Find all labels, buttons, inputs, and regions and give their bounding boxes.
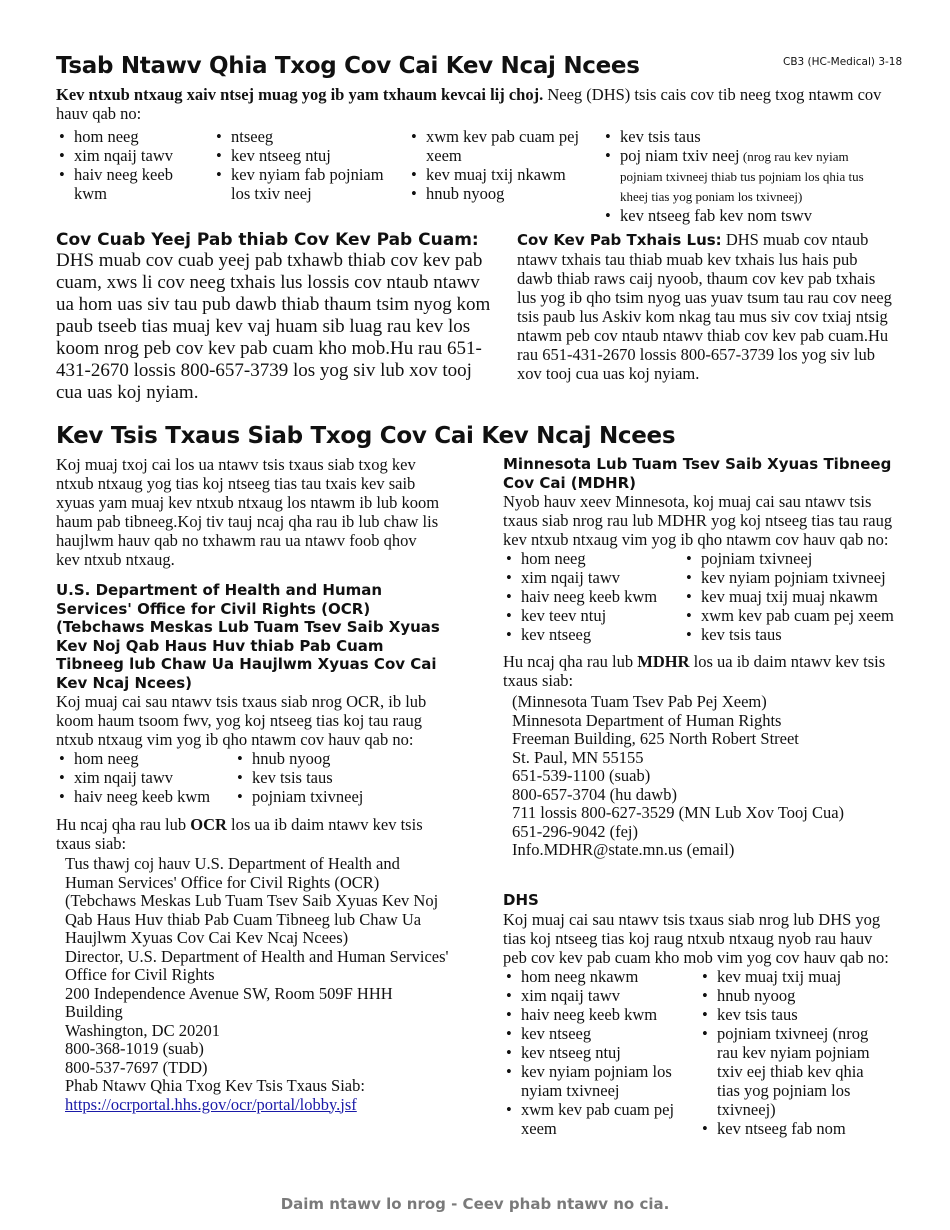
protected-list-col1 [56,127,196,203]
list-item: • kev ntseeg fab kev nom tswv [602,206,892,225]
list-item: • xim nqaij tawv [56,146,196,165]
address-line: 711 lossis 800-627-3529 (MN Lub Xov Tooj Cua) [512,803,845,822]
list-item: • hom neeg [56,749,234,768]
list-item: • kev nyiam fab pojniam los txiv neej [213,165,393,203]
complaints-title: Kev Tsis Txaus Siab Txog Cov Cai Kev Ncaj Ncees [56,423,676,449]
list-item: • xim nqaij tawv [56,768,234,787]
address-line: Tus thawj coj hauv U.S. Department of Health and Human Services' Office for Civil Rights (OCR) (Tebchaws Meskas Lub Tuam Tsev Saib Xyuas Kev Noj Qab Haus Huv thiab Pab Cuam Tibneeg lub Chaw Ua Haujlwm Xyuas Cov Cai Kev Ncaj Ncees) [65,854,439,947]
list-item-text: poj niam txiv neej [620,146,740,165]
address-line: 800-368-1019 (suab) [65,1039,204,1058]
ocr-intro: Koj muaj cai sau ntawv tsis txaus siab nrog OCR, ib lub koom haum tsoom fwv, yog koj ntseeg tias koj tau raug ntxub ntxaug vim yog ib qho ntawm cov hauv qab no: [56,692,427,749]
list-item: • kev muaj txij muaj [699,967,879,986]
list-item: • pojniam txivneej [683,549,894,568]
mdhr-intro: Nyob hauv xeev Minnesota, koj muaj cai sau ntawv tsis txaus siab nrog rau lub MDHR yog koj ntseeg tias tau raug kev ntxub ntxaug vim yog ib qho ntawm cov hauv qab no: [503,492,893,549]
list-item: • hom neeg [56,127,196,146]
list-item: • xwm kev pab cuam pej xeem [503,1100,699,1138]
ocr-heading: U.S. Department of Health and Human Services' Office for Civil Rights (OCR) (Tebchaws Meskas Lub Tuam Tsev Saib Xyuas Kev Noj Qab Haus Huv thiab Pab Cuam Tibneeg lub Chaw Ua Haujlwm Xyuas Cov Cai Kev Ncaj Ncees) [56,581,440,692]
address-line: Freeman Building, 625 North Robert Street [512,729,799,748]
ocr-address [56,855,450,1114]
dhs-list-col2 [699,967,879,1138]
list-item: • hom neeg nkawm [503,967,699,986]
address-line: 200 Independence Avenue SW, Room 509F HHH Building [65,983,393,1021]
list-item: • kev tsis taus [602,127,892,146]
list-item-note: (nrog rau kev nyiam pojniam txivneej thiab tus pojniam los qhia tus kheej tias yog poniam los txivneej) [620,149,864,204]
intro-rest-text: Neeg (DHS) tsis cais cov tib neeg txog ntawm cov hauv qab no: [56,85,882,123]
list-item: • haiv neeg keeb kwm [503,587,683,606]
document-code: CB3 (HC-Medical) 3-18 [783,56,903,68]
mdhr-list-col1 [503,549,683,644]
list-item: • kev tsis taus [234,768,363,787]
ocr-contact-post: los ua ib daim ntawv kev tsis txaus siab: [56,815,423,853]
list-item: • kev ntseeg [503,625,683,644]
dhs-intro: Koj muaj cai sau ntawv tsis txaus siab nrog lub DHS yog tias koj ntseeg tias koj raug ntxub ntxaug nyob rau hauv peb cov kev pab cuam kho mob vim yog cov hauv qab no: [503,909,889,967]
footer-note: Daim ntawv lo nrog - Ceev phab ntawv no cia. [280,1195,670,1213]
list-item: • kev nyiam pojniam los nyiam txivneej [503,1062,699,1100]
language-heading: Cov Kev Pab Txhais Lus: [517,231,722,249]
list-item: • hnub nyoog [699,986,879,1005]
dhs-list-col1 [503,967,699,1138]
aids-body: DHS muab cov cuab yeej pab txhawb thiab cov kev pab cuam, xws li cov neeg txhais lus lossis cov ntaub ntawv ua hom uas siv tau pub dawb thiab thaum tsim nyog kom paub tseeb tias muaj kev vaj huam sib luag rau kev los koom nrog peb cov kev pab cuam kho mob.Hu rau 651-431-2670 lossis 800-657-3739 los yog siv lub xov tooj cua uas koj nyiam. [56,250,491,403]
list-item: • xwm kev pab cuam pej xeem [683,606,894,625]
dhs-section [503,891,895,1138]
address-line: Minnesota Department of Human Rights [512,710,782,730]
list-item: • kev ntseeg ntuj [503,1043,699,1062]
address-line: 800-537-7697 (TDD) [65,1057,208,1077]
address-line: (Minnesota Tuam Tsev Pab Pej Xeem) [512,692,767,711]
ocr-portal-link[interactable]: https://ocrportal.hhs.gov/ocr/portal/lobby.jsf [65,1094,357,1114]
dhs-heading: DHS [503,891,539,909]
mdhr-contact-text [503,652,895,690]
list-item: • haiv neeg keeb kwm [56,165,196,203]
mdhr-section [503,455,895,860]
mdhr-list-col2 [683,549,894,644]
ocr-list-col1 [56,749,234,806]
complaints-intro: Koj muaj txoj cai los ua ntawv tsis txaus siab txog kev ntxub ntxaug yog tias koj ntseeg tias tau txais kev saib xyuas yam muaj kev ntxub ntxaug los ntawm ib lub koom haum pab tibneeg.Koj tiv tauj ncaj qha rau ib lub chaw lis haujlwm hauv qab no txhawm rau ua ntawv foob qhov kev ntxub ntxaug. [56,455,440,569]
address-line: Info.MDHR@state.mn.us (email) [512,840,735,859]
list-item: • kev ntseeg ntuj [213,146,393,165]
page-title: Tsab Ntawv Qhia Txog Cov Cai Kev Ncaj Ncees [56,53,640,79]
language-paragraph [517,230,892,383]
list-item: • ntseeg [213,127,393,146]
list-item: • haiv neeg keeb kwm [503,1005,699,1024]
address-line: Director, U.S. Department of Health and Human Services' Office for Civil Rights [65,946,449,984]
list-item: • xwm kev pab cuam pej xeem [408,127,588,165]
list-item: • pojniam txivneej (nrog rau kev nyiam pojniam txiv eej thiab kev qhia tias yog pojniam los txivneej) [699,1024,879,1119]
list-item: • hnub nyoog [234,749,363,768]
address-line: 651-296-9042 (fej) [512,821,639,841]
list-item: • kev muaj txij muaj nkawm [683,587,894,606]
address-line: Washington, DC 20201 [65,1020,220,1040]
protected-list-col4 [602,127,892,225]
address-line: 651-539-1100 (suab) [512,766,651,785]
list-item: • kev ntseeg [503,1024,699,1043]
ocr-list-col2 [234,749,363,806]
ocr-contact-pre: Hu ncaj qha rau lub [56,815,191,834]
protected-list-col2 [213,127,393,203]
protected-list-col3 [408,127,588,203]
ocr-contact-bold: OCR [190,815,227,834]
address-line: 800-657-3704 (hu dawb) [512,784,677,804]
aids-heading: Cov Cuab Yeej Pab thiab Cov Kev Pab Cuam: [56,230,479,250]
address-line: St. Paul, MN 55155 [512,747,644,767]
list-item: • pojniam txivneej [234,787,363,806]
mdhr-heading: Minnesota Lub Tuam Tsev Saib Xyuas Tibneeg Cov Cai (MDHR) [503,455,892,492]
list-item: • xim nqaij tawv [503,568,683,587]
list-item [602,146,892,206]
language-section [517,230,892,383]
intro-paragraph [56,85,894,123]
intro-bold-text: Kev ntxub ntxaug xaiv ntsej muag yog ib yam txhaum kevcai lij choj. [56,85,544,104]
mdhr-address [503,693,895,860]
list-item: • kev muaj txij nkawm [408,165,588,184]
list-item: • kev teev ntuj [503,606,683,625]
list-item: • hnub nyoog [408,184,588,203]
mdhr-contact-pre: Hu ncaj qha rau lub [503,652,638,671]
mdhr-contact-post: los ua ib daim ntawv kev tsis txaus siab: [503,652,886,690]
list-item: • haiv neeg keeb kwm [56,787,234,806]
aids-section [56,230,496,404]
list-item: • kev tsis taus [683,625,894,644]
language-body: DHS muab cov ntaub ntawv txhais tau thiab muab kev txhais lus hais pub dawb thiab raws caij nyoob, thaum cov kev pab txhais lus yog ib qho tsim nyog uas yuav tsum tau rau cov neeg tsis paub lus Askiv kom nkag tau mus siv cov txiaj ntsig ntawm peb cov ntaub ntawv thiab cov kev pab cuam.Hu rau 651-431-2670 lossis 800-657-3739 los yog siv lub xov tooj cua uas koj nyiam. [517,230,892,383]
list-item: • kev ntseeg fab nom [699,1119,879,1138]
address-line: Phab Ntawv Qhia Txog Kev Tsis Txaus Siab: [65,1076,365,1095]
mdhr-contact-bold: MDHR [637,652,690,671]
ocr-contact-text [56,815,451,853]
list-item: • xim nqaij tawv [503,986,699,1005]
list-item: • kev tsis taus [699,1005,879,1024]
list-item: • kev nyiam pojniam txivneej [683,568,894,587]
list-item: • hom neeg [503,549,683,568]
ocr-section [56,581,451,1114]
